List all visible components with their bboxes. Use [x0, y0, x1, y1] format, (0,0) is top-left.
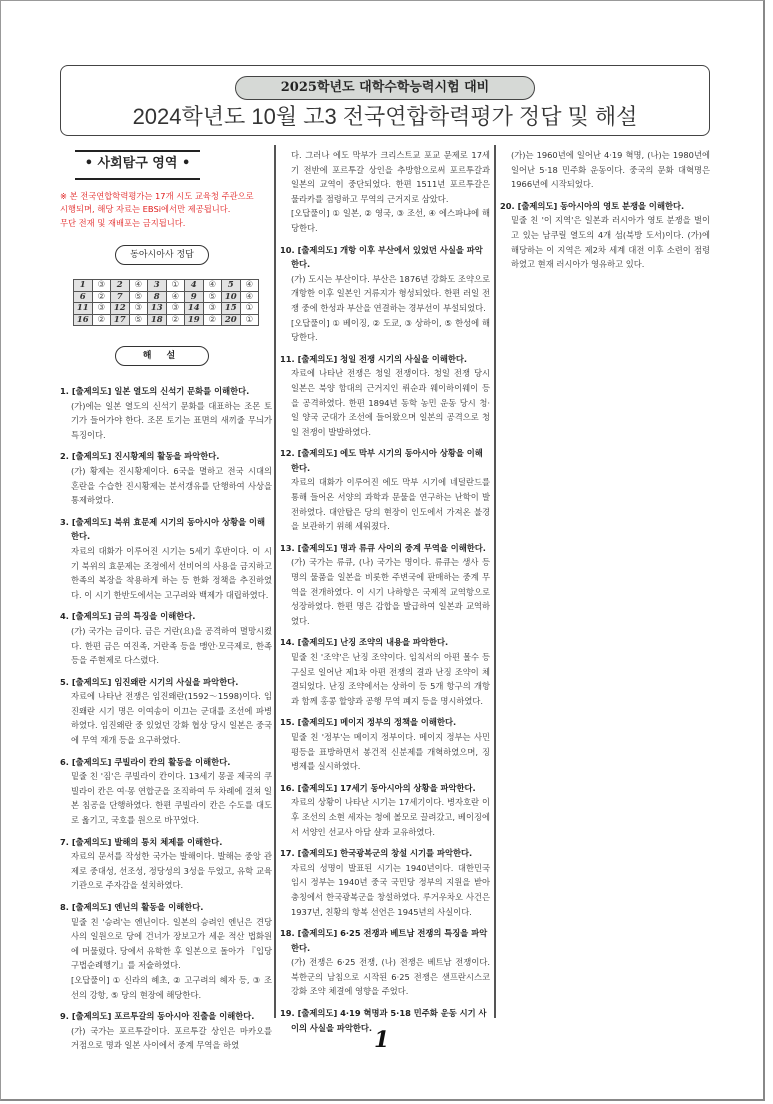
item-body: 자료의 성명이 발표된 시기는 1940년이다. 대한민국 임시 정부는 1940년 중국 국민당 정부의 지원을 받아 충칭에서 한국광복군을 창설하였다. 루거우차오 사건은 1937년, 친황의 항복 선언은 1945년의 사실이다. [291, 862, 490, 917]
item-heading: 3. [출제의도] 북위 효문제 시기의 동아시아 상황을 이해한다. [60, 516, 266, 542]
item-heading: 5. [출제의도] 임진왜란 시기의 사실을 파악한다. [60, 676, 239, 687]
answer-choice: ② [203, 314, 222, 326]
answer-choice: ③ [129, 303, 148, 315]
explanation-item [60, 449, 272, 507]
item-body: 밑줄 친 '승려'는 엔닌이다. 일본의 승려인 엔닌은 견당사의 일원으로 당에 건너가 장보고가 세운 적산 법화원에 머물렀다. 당에서 유학한 후 일본으로 돌아가 『입당구법순례행기』를 저술하였다. [71, 916, 272, 971]
item-9-continued: 다. 그러나 에도 막부가 크리스트교 포교 문제로 17세기 전반에 포르투갈 상인을 추방함으로써 포르투갈과 일본의 교역이 중단되었다. 한편 1511년 포르투갈은 물라카를 점령하고 무역의 근거지로 삼았다. [291, 150, 490, 204]
item-heading: 6. [출제의도] 쿠빌라이 칸의 활동을 이해한다. [60, 756, 231, 767]
column-3 [500, 148, 710, 279]
question-number: 17 [111, 314, 130, 326]
notice-line: ※ 본 전국연합학력평가는 17개 시도 교육청 주관으로 [60, 191, 254, 201]
answer-choice: ① [240, 314, 259, 326]
answer-choice: ③ [92, 280, 111, 292]
explanation-label: 해 설 [115, 346, 209, 366]
column-2 [280, 148, 490, 1042]
question-number: 8 [148, 291, 167, 303]
answer-row [74, 314, 259, 326]
explanation-item [60, 1009, 272, 1053]
explanation-item [280, 541, 490, 629]
notice-line: 무단 전재 및 재배포는 금지됩니다. [60, 217, 186, 228]
item-body: (가) 국가는 류큐, (나) 국가는 명이다. 류큐는 생사 등 명의 물품을 일본을 비롯한 주변국에 판매하는 중계 무역을 전개하였다. 이 시기 나하항은 국제적 교역항으로 성장하였다. 한편 명은 감합을 발급하여 일본과 교역하였다. [291, 557, 490, 626]
item-heading: 13. [출제의도] 명과 류큐 사이의 중계 무역을 이해한다. [280, 542, 486, 553]
item-heading: 12. [출제의도] 에도 막부 시기의 동아시아 상황을 이해한다. [280, 448, 483, 473]
item-heading: 10. [출제의도] 개항 이후 부산에서 있었던 사실을 파악한다. [280, 244, 483, 270]
explanation-item [280, 846, 490, 919]
item-body: (가) 전쟁은 6·25 전쟁, (나) 전쟁은 베트남 전쟁이다. 북한군의 남침으로 시작된 6·25 전쟁은 샌프란시스코 강화 조약 체결에 영향을 주었다. [291, 957, 490, 997]
question-number: 19 [185, 314, 204, 326]
question-number: 2 [111, 280, 130, 292]
item-body: (가) 국가는 포르투갈이다. 포르투갈 상인은 마카오를 거점으로 명과 일본 사이에서 중계 무역을 하였 [71, 1025, 272, 1051]
answer-choice: ④ [203, 280, 222, 292]
column-1 [60, 384, 272, 1060]
explanation-item [60, 384, 272, 442]
item-heading: 16. [출제의도] 17세기 동아시아의 상황을 파악한다. [280, 782, 476, 793]
answer-row [74, 303, 259, 315]
explanation-item [280, 715, 490, 773]
item-heading: 19. [출제의도] 4·19 혁명과 5·18 민주화 운동 시기 사이의 사실을 파악한다. [280, 1008, 487, 1033]
item-body: 자료의 상황이 나타난 시기는 17세기이다. 병자호란 이후 조선의 소현 세자는 청에 볼모로 끌려갔고, 베이징에서 서양인 선교사 아담 샬과 교유하였다. [291, 797, 490, 837]
item-heading: 7. [출제의도] 발해의 통치 체제를 이해한다. [60, 836, 223, 847]
item-body: 밑줄 친 '이 지역'은 일본과 러시아가 영토 분쟁을 벌이고 있는 남쿠릴 열도의 4개 섬(북방 도서)이다. (가)에 해당하는 이 지역은 제2차 세계 대전 이후 소련이 점령하였고 현재 러시아가 영유하고 있다. [511, 215, 710, 270]
column-divider [494, 145, 496, 1018]
item-body: 자료에 나타난 전쟁은 임진왜란(1592～1598)이다. 임진왜란 시기 명은 이여송이 이끄는 군대를 조선에 파병하였다. 임진왜란 중 있었던 강화 협상 당시 일본은 중국에 무역 재개 등을 요구하였다. [71, 691, 272, 746]
item-heading: 2. [출제의도] 진시황제의 활동을 파악한다. [60, 451, 220, 462]
item-body: 자료의 대화가 이루어진 에도 막부 시기에 네덜란드를 통해 들어온 서양의 과학과 문물을 연구하는 난학이 발전하였다. 대안탑은 당의 현장이 인도에서 가져온 불경을 보관하기 위해 세워졌다. [291, 477, 490, 532]
explanation-item [280, 635, 490, 708]
answer-choice: ⑤ [203, 291, 222, 303]
item-body: (가) 황제는 진시황제이다. 6국을 멸하고 전국 시대의 혼란을 수습한 진시황제는 분서갱유를 단행하여 사상을 통제하였다. [71, 465, 272, 506]
column-divider [274, 145, 276, 1018]
exam-subtitle: 2025학년도 대학수학능력시험 대비 [235, 76, 535, 100]
answer-choice: ① [240, 303, 259, 315]
item-body: (가) 국가는 금이다. 금은 거란(요)을 공격하여 멸망시켰다. 한편 금은 여진족, 거란족 등을 맹안·모극제로, 한족 등을 주현제로 다스렸다. [71, 625, 272, 666]
question-number: 15 [222, 303, 241, 315]
item-heading: 8. [출제의도] 엔닌의 활동을 이해한다. [60, 902, 204, 912]
section-title: • 사회탐구 영역 • [75, 150, 200, 180]
item-body: 밑줄 친 '짐'은 쿠빌라이 칸이다. 13세기 몽골 제국의 쿠빌라이 칸은 여·몽 연합군을 조직하여 두 차례에 걸쳐 일본 침공을 단행하였다. 한편 쿠빌라이 칸은 수도를 대도로 옮기고, 국호를 원으로 바꾸었다. [71, 771, 272, 826]
question-number: 16 [74, 314, 93, 326]
item-heading: 11. [출제의도] 청일 전쟁 시기의 사실을 이해한다. [280, 353, 468, 364]
question-number: 10 [222, 291, 241, 303]
question-number: 9 [185, 291, 204, 303]
answer-choice: ⑤ [129, 314, 148, 326]
question-number: 14 [185, 303, 204, 315]
item-19-continued: (가)는 1960년에 일어난 4·19 혁명, (나)는 1980년에 일어난 5·18 민주화 운동이다. 중국의 문화 대혁명은 1966년에 시작되었다. [511, 150, 710, 190]
explanation-item [60, 675, 272, 748]
page-title: 2024학년도 10월 고3 전국연합학력평가 정답 및 해설 [132, 104, 638, 129]
answer-choice: ④ [129, 280, 148, 292]
answer-choice: ④ [166, 291, 185, 303]
explanation-item-20 [500, 199, 710, 272]
question-number: 4 [185, 280, 204, 292]
answer-row [74, 280, 259, 292]
item-body: 밑줄 친 '정부'는 메이지 정부이다. 메이지 정부는 사민평등을 표방하면서 봉건적 신분제를 개혁하였으며, 징병제를 실시하였다. [291, 731, 490, 772]
answer-choice: ② [166, 314, 185, 326]
item-heading: 18. [출제의도] 6·25 전쟁과 베트남 전쟁의 특징을 파악한다. [280, 928, 488, 953]
question-number: 11 [74, 303, 93, 315]
answer-key-label: 동아시아사 정답 [115, 245, 209, 265]
item-heading: 20. [출제의도] 동아시아의 영토 분쟁을 이해한다. [500, 200, 685, 211]
answer-choice: ④ [240, 280, 259, 292]
explanation-item [280, 446, 490, 534]
question-number: 1 [74, 280, 93, 292]
question-number: 6 [74, 291, 93, 303]
page-number: 1 [374, 1027, 390, 1053]
question-number: 7 [111, 291, 130, 303]
answer-table [73, 279, 259, 326]
answer-choice: ⑤ [129, 291, 148, 303]
item-body: 자료에 나타난 전쟁은 청일 전쟁이다. 청일 전쟁 당시 일본은 북양 함대의 근거지인 뤼순과 웨이하이웨이 등을 공격하였다. 한편 1894년 동학 농민 운동 당시 청·일 양국 군대가 조선에 들어왔으며 일본의 공격으로 청일 전쟁이 발발하였다. [291, 368, 490, 437]
explanation-item [280, 926, 490, 999]
copyright-notice [60, 190, 272, 230]
question-number: 12 [111, 303, 130, 315]
explanation-item [60, 515, 272, 603]
item-body: (가)에는 일본 열도의 신석기 문화를 대표하는 조몬 토기가 들어가야 한다. 조몬 토기는 표면의 새끼줄 무늬가 특징이다. [71, 400, 272, 440]
item-body: (가) 도시는 부산이다. 부산은 1876년 강화도 조약으로 개항한 이후 일본인 거류지가 형성되었다. 한편 러일 전쟁 중에 한성과 부산을 연결하는 경부선이 부설되었다. [291, 273, 490, 313]
answer-choice: ① [166, 280, 185, 292]
item-body: 밑줄 친 '조약'은 난징 조약이다. 임칙서의 아편 몰수 등 구실로 일어난 제1차 아편 전쟁의 결과 난징 조약이 체결되었다. 난징 조약에서는 상하이 등 5개 항구의 개항과 함께 홍콩 할양과 공행 무역 폐지 등을 명시하였다. [291, 652, 490, 706]
item-9-wrong-answers: [오답풀이] ① 일본, ② 영국, ③ 조선, ④ 에스파냐에 해당한다. [291, 208, 490, 233]
question-number: 3 [148, 280, 167, 292]
question-number: 18 [148, 314, 167, 326]
answer-choice: ④ [240, 291, 259, 303]
explanation-item [280, 243, 490, 345]
answer-choice: ③ [203, 303, 222, 315]
item-heading: 17. [출제의도] 한국광복군의 창설 시기를 파악한다. [280, 848, 473, 859]
question-number: 20 [222, 314, 241, 326]
explanation-item [60, 755, 272, 828]
item-heading: 1. [출제의도] 일본 열도의 신석기 문화를 이해한다. [60, 386, 250, 396]
item-body: 자료의 대화가 이루어진 시기는 5세기 후반이다. 이 시기 북위의 효문제는 조정에서 선비어의 사용을 금지하고 한족의 복장을 착용하게 하는 등 한화 정책을 추진하였다. 이 시기 한반도에서는 고구려와 백제가 대립하였다. [71, 545, 272, 600]
item-heading: 9. [출제의도] 포르투갈의 동아시아 진출을 이해한다. [60, 1011, 255, 1022]
answer-choice: ③ [92, 303, 111, 315]
item-wrong-answers: [오답풀이] ① 신라의 혜초, ② 고구려의 혜자 등, ③ 조선의 강항, ⑤ 당의 현장에 해당한다. [71, 974, 272, 1000]
answer-row [74, 291, 259, 303]
item-heading: 4. [출제의도] 금의 특징을 이해한다. [60, 611, 196, 622]
explanation-item [280, 781, 490, 839]
item-body: 자료의 문서를 작성한 국가는 발해이다. 발해는 중앙 관제로 중대성, 선조성, 정당성의 3성을 두었고, 유학 교육 기관으로 주자감을 설치하였다. [71, 851, 272, 891]
item-heading: 14. [출제의도] 난징 조약의 내용을 파악한다. [280, 637, 449, 648]
item-heading: 15. [출제의도] 메이지 정부의 정책을 이해한다. [280, 717, 457, 728]
answer-choice: ② [92, 314, 111, 326]
item-wrong-answers: [오답풀이] ① 베이징, ② 도쿄, ③ 상하이, ⑤ 한성에 해당한다. [291, 317, 490, 343]
explanation-item [60, 835, 272, 893]
question-number: 13 [148, 303, 167, 315]
explanation-item [60, 900, 272, 1002]
explanation-item [280, 352, 490, 440]
notice-line: 시행되며, 해당 자료는 EBSi에서만 제공됩니다. [60, 204, 231, 215]
question-number: 5 [222, 280, 241, 292]
explanation-item [60, 609, 272, 667]
answer-choice: ② [92, 291, 111, 303]
answer-choice: ③ [166, 303, 185, 315]
